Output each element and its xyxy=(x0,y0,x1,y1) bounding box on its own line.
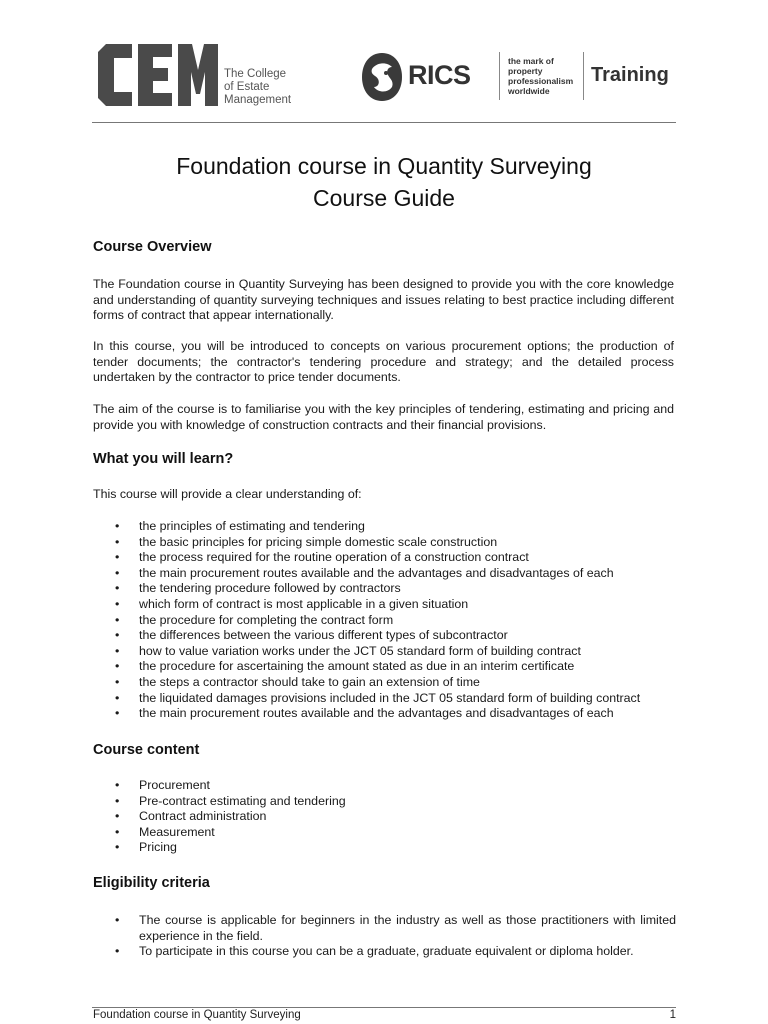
list-item xyxy=(93,809,676,825)
document-subtitle: Course Guide xyxy=(313,185,455,211)
section-heading-content: Course content xyxy=(93,742,200,758)
bullet: • xyxy=(115,628,120,643)
list-item xyxy=(93,519,676,535)
list-item xyxy=(93,944,676,960)
cem-name-line: The College xyxy=(224,68,287,80)
cem-college-name xyxy=(224,68,291,107)
rics-tagline-line: the mark of xyxy=(508,56,554,66)
bullet: • xyxy=(115,596,120,611)
section-heading-overview: Course Overview xyxy=(93,239,212,255)
list-item xyxy=(93,794,676,810)
bullet: • xyxy=(115,581,120,596)
bullet: • xyxy=(115,824,120,839)
list-item xyxy=(93,706,676,722)
bullet: • xyxy=(115,550,120,565)
page-header xyxy=(92,40,676,120)
list-item-text: the liquidated damages provisions included in the JCT 05 standard form of building contract xyxy=(139,690,641,705)
list-item xyxy=(93,613,676,629)
list-item-text: which form of contract is most applicable in a given situation xyxy=(139,596,469,611)
list-item xyxy=(93,659,676,675)
list-item xyxy=(93,597,676,613)
rics-tagline xyxy=(508,56,573,96)
list-item-text: the basic principles for pricing simple domestic scale construction xyxy=(139,534,498,549)
list-item xyxy=(93,825,676,841)
content-list xyxy=(93,778,676,856)
list-item-text: the main procurement routes available and the advantages and disadvantages of each xyxy=(139,706,614,721)
list-item-text: the procedure for ascertaining the amount stated as due in an interim certificate xyxy=(139,659,575,674)
cem-logo xyxy=(98,44,218,106)
bullet: • xyxy=(115,706,120,721)
bullet: • xyxy=(115,643,120,658)
bullet: • xyxy=(115,674,120,689)
bullet: • xyxy=(115,659,120,674)
bullet: • xyxy=(115,690,120,705)
bullet: • xyxy=(115,913,120,927)
document-title: Foundation course in Quantity Surveying xyxy=(176,153,592,179)
list-item-text: Pricing xyxy=(139,840,177,855)
list-item-text: The course is applicable for beginners in the industry as well as those practitioners with limited experience in the field. xyxy=(139,913,676,943)
bullet: • xyxy=(115,612,120,627)
list-item xyxy=(93,566,676,582)
footer-title: Foundation course in Quantity Surveying xyxy=(93,1009,301,1021)
bullet: • xyxy=(115,944,120,959)
cem-name-line: Management xyxy=(224,94,292,106)
list-item xyxy=(93,778,676,794)
divider xyxy=(499,52,500,100)
list-item-text: the procedure for completing the contract form xyxy=(139,612,394,627)
cem-name-line: of Estate xyxy=(224,81,270,93)
list-item xyxy=(93,644,676,660)
overview-paragraph: The Foundation course in Quantity Surveying has been designed to provide you with the core knowledge and understanding of quantity surveying techniques and issues relating to best practice including different forms of contract that appear internationally. xyxy=(93,277,674,322)
list-item-text: Measurement xyxy=(139,824,215,839)
list-item xyxy=(93,913,676,944)
overview-paragraph: The aim of the course is to familiarise you with the key principles of tendering, estimating and pricing and provide you with knowledge of construction contracts and their financial provisions. xyxy=(93,402,674,432)
page-number: 1 xyxy=(669,1009,676,1021)
eligibility-list xyxy=(93,913,676,960)
list-item-text: the process required for the routine operation of a construction contract xyxy=(139,550,529,565)
bullet: • xyxy=(115,793,120,808)
rics-wordmark: RICS xyxy=(408,60,471,90)
bullet: • xyxy=(115,809,120,824)
list-item xyxy=(93,581,676,597)
list-item xyxy=(93,840,676,856)
list-item-text: Contract administration xyxy=(139,809,267,824)
bullet: • xyxy=(115,565,120,580)
list-item-text: the principles of estimating and tendering xyxy=(139,519,365,533)
rics-tagline-line: worldwide xyxy=(508,86,550,96)
list-item-text: the differences between the various different types of subcontractor xyxy=(139,628,508,643)
section-heading-learn: What you will learn? xyxy=(93,451,234,467)
bullet: • xyxy=(115,534,120,549)
list-item-text: Procurement xyxy=(139,778,210,792)
footer-rule xyxy=(92,1007,676,1008)
list-item-text: Pre-contract estimating and tendering xyxy=(139,793,346,808)
list-item xyxy=(93,628,676,644)
divider xyxy=(583,52,584,100)
header-rule xyxy=(92,122,676,123)
rics-tagline-line: professionalism xyxy=(508,76,574,86)
list-item-text: the steps a contractor should take to gain an extension of time xyxy=(139,674,480,689)
list-item-text: how to value variation works under the JCT 05 standard form of building contract xyxy=(139,643,581,658)
list-item-text: the main procurement routes available and the advantages and disadvantages of each xyxy=(139,565,614,580)
training-label: Training xyxy=(591,64,669,86)
learn-list xyxy=(93,519,676,722)
list-item xyxy=(93,691,676,707)
list-item-text: the tendering procedure followed by contractors xyxy=(139,581,401,596)
list-item xyxy=(93,675,676,691)
rics-lion-icon xyxy=(360,51,404,103)
bullet: • xyxy=(115,778,120,792)
list-item xyxy=(93,535,676,551)
learn-intro: This course will provide a clear understanding of: xyxy=(93,487,362,501)
bullet: • xyxy=(115,840,120,855)
bullet: • xyxy=(115,519,120,533)
overview-paragraph: In this course, you will be introduced to concepts on various procurement options; the production of tender documents; the contractor's tendering procedure and strategy; and the detailed process undertaken by the contractor to price tender documents. xyxy=(93,339,674,384)
rics-tagline-line: property xyxy=(508,66,543,76)
list-item-text: To participate in this course you can be a graduate, graduate equivalent or diploma holder. xyxy=(139,944,634,959)
list-item xyxy=(93,550,676,566)
section-heading-eligibility: Eligibility criteria xyxy=(93,875,210,891)
